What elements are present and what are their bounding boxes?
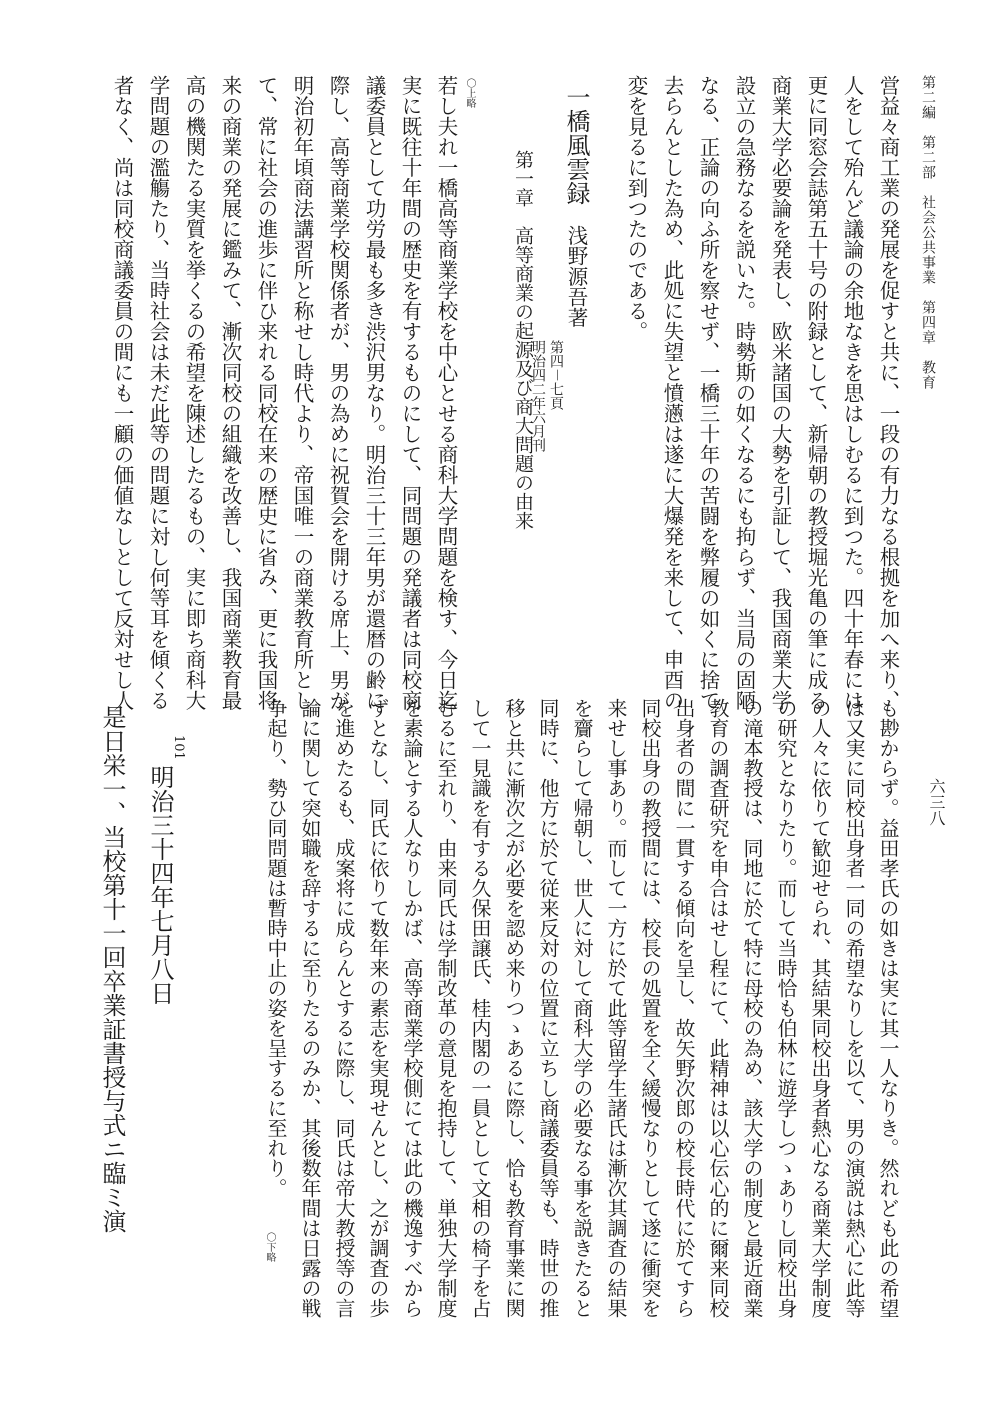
chapter-heading: 第一章 高等商業の起源及び商大問題の由来	[512, 150, 534, 530]
text-line: 更に同窓会誌第五十号の附録として、新帰朝の教授堀光亀の筆に成る	[804, 75, 828, 711]
running-head: 第二編 第二部 社会公共事業 第四章 教育	[920, 75, 936, 390]
text-line: 来せし事あり。而して一方に於て此等留学生諸氏は漸次其調査の結果	[604, 698, 628, 1318]
text-line: 教育の調査研究を申合はせし程にて、此精神は以心伝心的に爾来同校	[706, 698, 730, 1318]
text-line: も尠からず。益田孝氏の如きは実に其一人なりき。然れども此の希望	[876, 698, 900, 1318]
text-line: 学問題の濫觴たり、当時社会は未だ此等の問題に対し何等耳を傾くる	[146, 75, 170, 711]
text-line: 営益々商工業の発展を促すと共に、一段の有力なる根拠を加へ来り、	[876, 75, 900, 711]
text-line: なる、正論の向ふ所を察せず、一橋三十年の苦闘を弊履の如くに捨て	[696, 75, 720, 711]
text-line: 者なく、尚は同校商議委員の間にも一顧の価値なしとして反対せし人	[110, 75, 134, 711]
text-line: 同時に、他方に於て従来反対の位置に立ちし商議委員等も、時世の推	[536, 698, 560, 1318]
text-line: ずとなし、同氏に依りて数年来の素志を実現せんとし、之が調査の歩	[366, 698, 390, 1318]
text-line: 際し、高等商業学校関係者が、男の為めに祝賀会を開ける席上、男が	[326, 75, 350, 711]
text-line: 議委員として功労最も多き渋沢男なり。明治三十三年男が還暦の齢に	[362, 75, 386, 711]
omission-note: 〇上略	[464, 78, 475, 108]
page-number: 六三八	[927, 778, 946, 826]
text-line: 商業大学必要論を発表し、欧米諸国の大勢を引証して、我国商業大学	[768, 75, 792, 711]
text-line: 去らんとした為め、此処に失望と憤懣は遂に大爆発を来して、申酉の	[660, 75, 684, 711]
text-line: 人をして殆んど議論の余地なきを思はしむるに到つた。四十年春には	[840, 75, 864, 711]
text-line: を齎らして帰朝し、世人に対して商科大学の必要なる事を説きたると	[570, 698, 594, 1318]
text-line: 同校出身の教授間には、校長の処置を全く緩慢なりとして遂に衝突を	[638, 698, 662, 1318]
source-date: 明治四二年六月刊	[530, 340, 546, 452]
text-line: は又実に同校出身者一同の希望なりしを以て、男の演説は熱心に此等	[842, 698, 866, 1318]
text-line: を進めたるも、成案将に成らんとするに際し、同氏は帝大教授等の言	[332, 698, 356, 1318]
omission-note: 〇下略	[264, 1232, 275, 1262]
text-line: 来の商業の発展に鑑みて、漸次同校の組織を改善し、我国商業教育最	[218, 75, 242, 711]
text-line: 実に既往十年間の歴史を有するものにして、同問題の発議者は同校商	[398, 75, 422, 711]
text-line: 若し夫れ一橋高等商業学校を中心とせる商科大学問題を検す、今日迄	[434, 75, 458, 711]
entry-date: 明治三十四年七月八日	[146, 765, 174, 1005]
text-line: 高の機関たる実質を挙くるの希望を陳述したるもの、実に即ち商科大	[182, 75, 206, 711]
source-author: 浅野源吾著	[564, 225, 588, 328]
source-pages: 第四－七頁	[548, 340, 564, 410]
text-line: 争起り、勢ひ同問題は暫時中止の姿を呈するに至れり。	[264, 698, 288, 1198]
text-line: 論に関して突如職を辞するに至りたるのみか、其後数年間は日露の戦	[298, 698, 322, 1318]
text-line: 移と共に漸次之が必要を認め来りつゝあるに際し、恰も教育事業に関	[502, 698, 526, 1318]
text-line: の研究となりたり。而して当時恰も伯林に遊学しつゝありし同校出身	[774, 698, 798, 1318]
source-title: 一橋風雲録	[562, 85, 590, 205]
text-line: 明治初年頃商法講習所と称せし時代より、帝国唯一の商業教育所とし	[290, 75, 314, 711]
text-line: て、常に社会の進歩に伴ひ来れる同校在来の歴史に省み、更に我国将	[254, 75, 278, 711]
text-line: の滝本教授は、同地に於て特に母校の為め、該大学の制度と最近商業	[740, 698, 764, 1318]
text-line: 設立の急務なるを説いた。時勢斯の如くなるにも拘らず、当局の固陋	[732, 75, 756, 711]
text-line: を素論とする人なりしかば、高等商業学校側にては此の機逸すべから	[400, 698, 424, 1318]
text-line: 出身者の間に一貫する傾向を呈し、故矢野次郎の校長時代に於てすら	[672, 698, 696, 1318]
text-line: の人々に依りて歓迎せられ、其結果同校出身者熱心なる商業大学制度	[808, 698, 832, 1318]
text-line: 変を見るに到つたのである。	[624, 75, 648, 342]
text-line: むるに至れり、由来同氏は学制改革の意見を抱持して、単独大学制度	[434, 698, 458, 1318]
entry-headline: 是日栄一、当校第十一回卒業証書授与式ニ臨ミ演	[98, 705, 126, 1233]
text-line: して一見識を有する久保田譲氏、桂内閣の一員として文相の椅子を占	[468, 698, 492, 1318]
entry-number: 101	[171, 735, 186, 760]
